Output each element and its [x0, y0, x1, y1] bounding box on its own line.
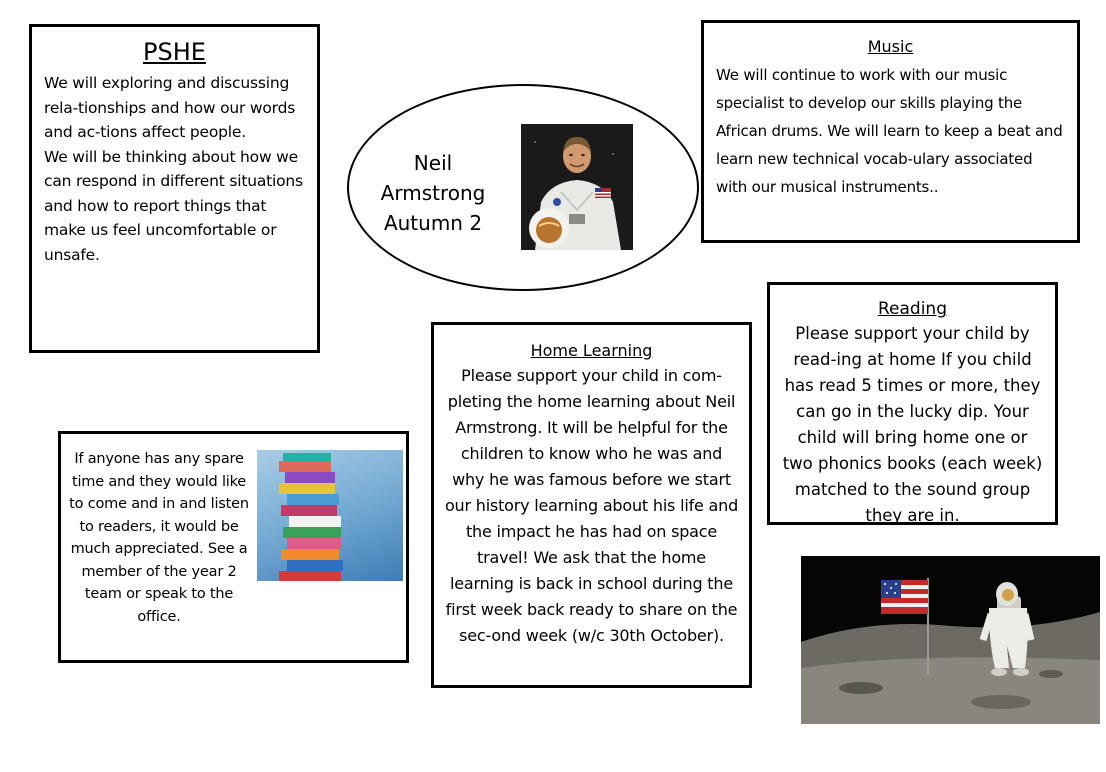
music-title: Music: [867, 37, 914, 56]
pshe-title: PSHE: [143, 38, 206, 66]
reading-panel: [767, 282, 1058, 525]
reading-volunteers-panel: [58, 431, 409, 663]
home-learning-body: Please support your child in com-pleting the home learning about Neil Armstrong. It will be helpful for the children to know who he was and why he was famous before we start our history learning about his life and the impact he has had on space travel! We ask that the home learning is back in school during the first week back ready to share on the sec-ond week (w/c 30th October).: [444, 366, 739, 645]
pshe-paragraph-1: We will exploring and discussing rela-tionships and how our words and ac-tions affect people.: [44, 74, 296, 141]
topic-oval: [347, 84, 699, 291]
pshe-panel: [29, 24, 320, 353]
music-panel: [701, 20, 1080, 243]
volunteers-body: If anyone has any spare time and they would like to come and in and listen to readers, it would be much appreciated. See a member of the year 2 team or speak to the office.: [69, 451, 249, 625]
reading-title: Reading: [877, 299, 947, 319]
book-stack-icon: [257, 450, 403, 581]
astronaut-portrait-image: [521, 124, 633, 250]
music-body: We will continue to work with our music specialist to develop our skills playing the African drums. We will learn to keep a beat and learn new technical vocab-ulary associated with our musical instruments..: [716, 66, 1063, 196]
book-stack-image: [257, 450, 403, 581]
topic-label: [359, 148, 507, 238]
pshe-paragraph-2: We will be thinking about how we can respond in different situations and how to report things that make us feel uncomfortable or unsafe.: [44, 147, 303, 264]
reading-body: Please support your child by read-ing at home If you child has read 5 times or more, they can go in the lucky dip. Your child will bring home one or two phonics books (each week) matched to the sound group they are in.: [782, 324, 1043, 525]
moon-landing-image: [801, 556, 1100, 724]
topic-term: Autumn 2: [383, 211, 483, 235]
astronaut-portrait-icon: [521, 124, 633, 250]
topic-name: Neil Armstrong: [380, 151, 486, 205]
home-learning-panel: [431, 322, 752, 688]
moon-landing-icon: [801, 556, 1100, 724]
home-learning-title: Home Learning: [530, 341, 653, 360]
